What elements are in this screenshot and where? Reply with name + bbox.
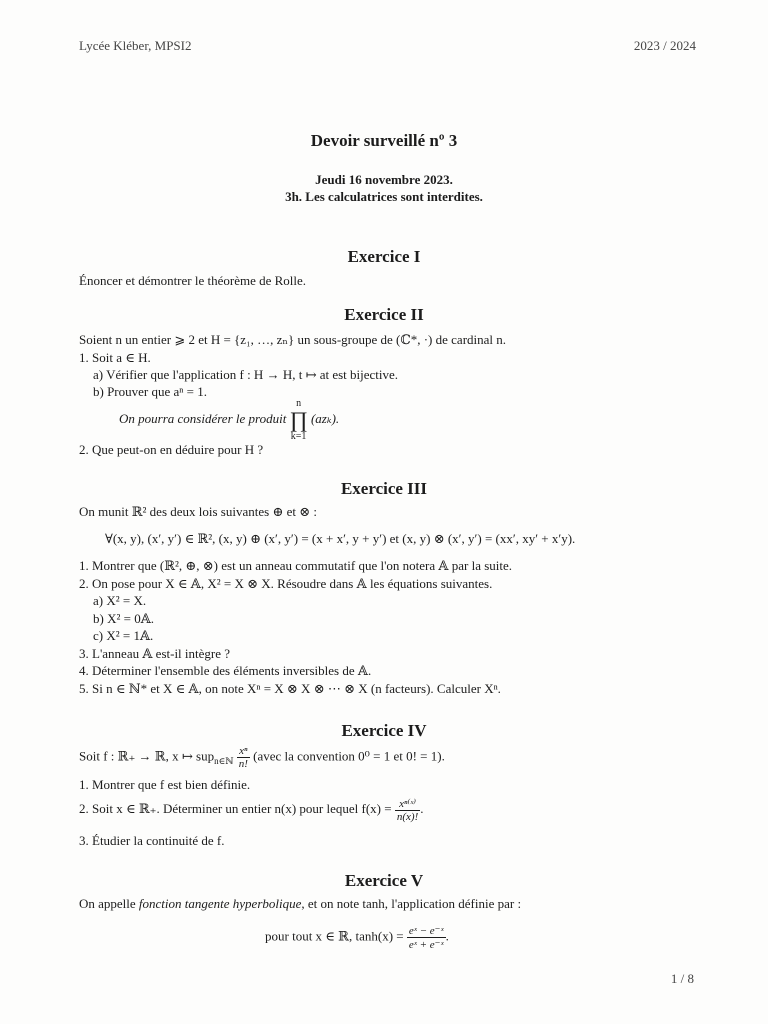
exercise-2-heading: Exercice II (344, 305, 424, 324)
exercise-3-q2a: a) X² = X. (93, 593, 147, 608)
fraction-denominator: n(x)! (396, 811, 419, 823)
header-school: Lycée Kléber, MPSI2 (79, 38, 192, 53)
convention-note: (avec la convention 0⁰ = 1 et 0! = 1). (253, 748, 445, 764)
exercise-2-q1a: a) Vérifier que l'application f : H → H, t ↦ at est bijective. (93, 367, 399, 382)
exercise-3-heading: Exercice III (340, 479, 428, 498)
exercise-3-definition: ∀(x, y), (x′, y′) ∈ ℝ², (x, y) ⊕ (x′, y′) = (x + x′, y + y′) et (x, y) ⊗ (x′, y′) = (xx′, xy′ + x′y). (105, 531, 576, 546)
product-symbol: ∏ (289, 407, 308, 432)
exercise-3-q2b: b) X² = 0𝔸. (93, 611, 155, 626)
exercise-1-heading: Exercice I (347, 247, 421, 266)
function-definition: Soit f : ℝ₊ → ℝ, x ↦ sup (79, 748, 215, 764)
exercise-4-heading: Exercice IV (341, 721, 427, 740)
fraction-denominator: n! (238, 758, 248, 770)
page-number: 1 / 8 (670, 971, 694, 986)
exercise-4-intro (79, 745, 445, 770)
header-year: 2023 / 2024 (633, 38, 696, 53)
product-upper-bound: n (296, 398, 302, 409)
fraction-numerator: eˣ − e⁻ˣ (408, 925, 444, 937)
exercise-4-q3: 3. Étudier la continuité de f. (79, 833, 225, 848)
q2-text: 2. Soit x ∈ ℝ₊. Déterminer un entier n(x) pour lequel f(x) = (79, 800, 392, 816)
exercise-2-q1b: b) Prouver que aⁿ = 1. (93, 384, 207, 399)
exercise-4-q1: 1. Montrer que f est bien définie. (79, 777, 251, 792)
exam-duration: 3h. Les calculatrices sont interdites. (285, 189, 483, 204)
exercise-3-q5: 5. Si n ∈ ℕ* et X ∈ 𝔸, on note Xⁿ = X ⊗ X ⊗ ⋯ ⊗ X (n facteurs). Calculer Xⁿ. (79, 681, 501, 696)
fraction-f-of-x (395, 797, 420, 823)
exercise-3-intro: On munit ℝ² des deux lois suivantes ⊕ et ⊗ : (79, 504, 317, 519)
page-title: Devoir surveillé nº 3 (310, 131, 458, 150)
intro-italic: fonction tangente hyperbolique (138, 896, 302, 911)
exercise-5-heading: Exercice V (344, 871, 424, 890)
fraction-numerator: xⁿ⁽ˣ⁾ (395, 797, 420, 811)
q2-period: . (420, 800, 424, 816)
exercise-3-q2c: c) X² = 1𝔸. (93, 628, 154, 643)
exercise-2-q2: 2. Que peut-on en déduire pour H ? (79, 442, 264, 457)
formula-lhs: pour tout x ∈ ℝ, tanh(x) = (265, 928, 404, 944)
exam-date: Jeudi 16 novembre 2023. (315, 172, 453, 187)
exercise-2-intro: Soient n un entier ⩾ 2 et H = {z₁, …, zₙ} un sous-groupe de (ℂ*, ·) de cardinal n. (79, 332, 507, 347)
product-lower-bound: k=1 (290, 431, 307, 442)
fraction-denominator: eˣ + e⁻ˣ (408, 939, 444, 951)
exercise-2-hint (119, 398, 339, 442)
intro-end: , et on note tanh, l'application définie par : (301, 896, 522, 911)
exercise-3-q4: 4. Déterminer l'ensemble des éléments inversibles de 𝔸. (79, 663, 372, 678)
product-argument: (azₖ). (310, 410, 340, 426)
hint-text: On pourra considérer le produit (119, 410, 287, 426)
exercise-5-intro (79, 896, 521, 912)
fraction-xn-over-nfact (237, 745, 250, 770)
formula-period: . (445, 928, 449, 944)
exercise-3-q1: 1. Montrer que (ℝ², ⊕, ⊗) est un anneau commutatif que l'on notera 𝔸 par la suite. (79, 558, 513, 573)
exercise-4-q2 (79, 797, 423, 823)
exercise-2-q1: 1. Soit a ∈ H. (79, 350, 151, 365)
exercise-3-q3: 3. L'anneau 𝔸 est-il intègre ? (79, 646, 231, 661)
exercise-3-q2: 2. On pose pour X ∈ 𝔸, X² = X ⊗ X. Résoudre dans 𝔸 les équations suivantes. (79, 576, 493, 591)
product-operator (290, 398, 308, 442)
exercise-1-text: Énoncer et démontrer le théorème de Rolle. (79, 273, 307, 288)
fraction-tanh (407, 924, 446, 951)
intro-start: On appelle (79, 896, 136, 911)
exercise-5-formula (265, 924, 449, 951)
sup-index: n∈ℕ (214, 756, 234, 767)
fraction-numerator: xⁿ (237, 745, 250, 758)
